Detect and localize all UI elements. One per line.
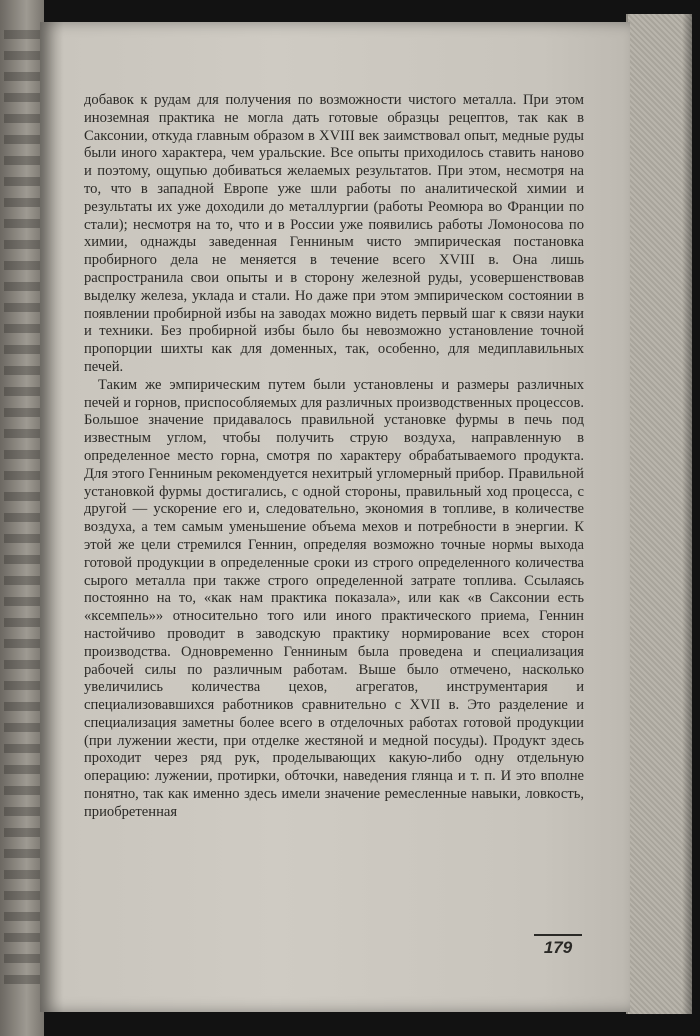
book-fore-edge	[626, 14, 692, 1014]
page-number-rule	[534, 934, 582, 936]
paragraph: Таким же эмпирическим путем были установлены и размеры различных печей и горнов, приспособляемых для различных производственных процессов. Большое значение придавалось правильной установке фурмы в печь под известным углом, чтобы получить струю воздуха, направленную в определенное место горна, смотря по характеру обрабатываемого продукта. Для этого Генниным рекомендуется нехитрый угломерный прибор. Правильной установкой фурмы достигались, с одной стороны, правильный ход процесса, с другой — ускорение его и, следовательно, экономия в топливе, в количестве воздуха, а тем самым уменьшение объема мехов и потребности в энергии. К этой же цели стремился Геннин, определяя возможно точные нормы выхода готовой продукции в определенные сроки из строго определенного количества сырого металла при также строго определенной затрате топлива. Ссылаясь постоянно на то, «как нам практика показала», или как «в Саксонии есть «ксемпель»» относительно того или иного практического приема, Геннин настойчиво проводит в заводскую практику нормирование всех сторон производства. Одновременно Генниным была проведена и специализация рабочей силы по различным работам. Выше было отмечено, насколько увеличились количества цехов, агрегатов, инструментария и специализовавшихся работников сравнительно с XVII в. Это разделение и специализация заметны более всего в отделочных работах готовой продукции (при лужении жести, при отделке жестяной и медной посуды). Продукт здесь проходит через ряд рук, проделывающих какую-либо одну отдельную операцию: лужении, протирки, обточки, наведения глянца и т. п. И это вполне понятно, так как именно здесь имели значение ремесленные навыки, ловкость, приобретенная	[84, 376, 584, 820]
page-body-text	[84, 92, 584, 822]
facing-page-text-shadow	[4, 30, 40, 990]
facing-page-edge	[0, 0, 44, 1036]
page-number: 179	[543, 938, 573, 957]
paragraph: добавок к рудам для получения по возможности чистого металла. При этом иноземная практика не могла дать готовые образцы рецептов, так как в Саксонии, откуда главным образом в XVIII век заимствовал опыт, медные руды были иного характера, чем уральские. Все опыты приходилось ставить наново и поэтому, ощупью добиваться желаемых результатов. При этом, несмотря на то, что в западной Европе уже шли работы по аналитической химии и результаты их уже доходили до металлургии (работы Реомюра во Франции по стали); несмотря на то, что и в России уже появились работы Ломоносова по химии, однажды заведенная Генниным чисто эмпирическая постановка пробирного дела не меняется в течение всего XVIII в. Она лишь распространила свои опыты и в сторону железной руды, усовершенствовав выделку железа, уклада и стали. Но даже при этом эмпирическом состоянии в появлении пробирной избы на заводах можно видеть первый шаг к связи науки и техники. Без пробирной избы было бы невозможно установление точной пропорции шихты как для доменных, так, особенно, для медиплавильных печей.	[84, 92, 584, 375]
book-page	[40, 22, 630, 1012]
